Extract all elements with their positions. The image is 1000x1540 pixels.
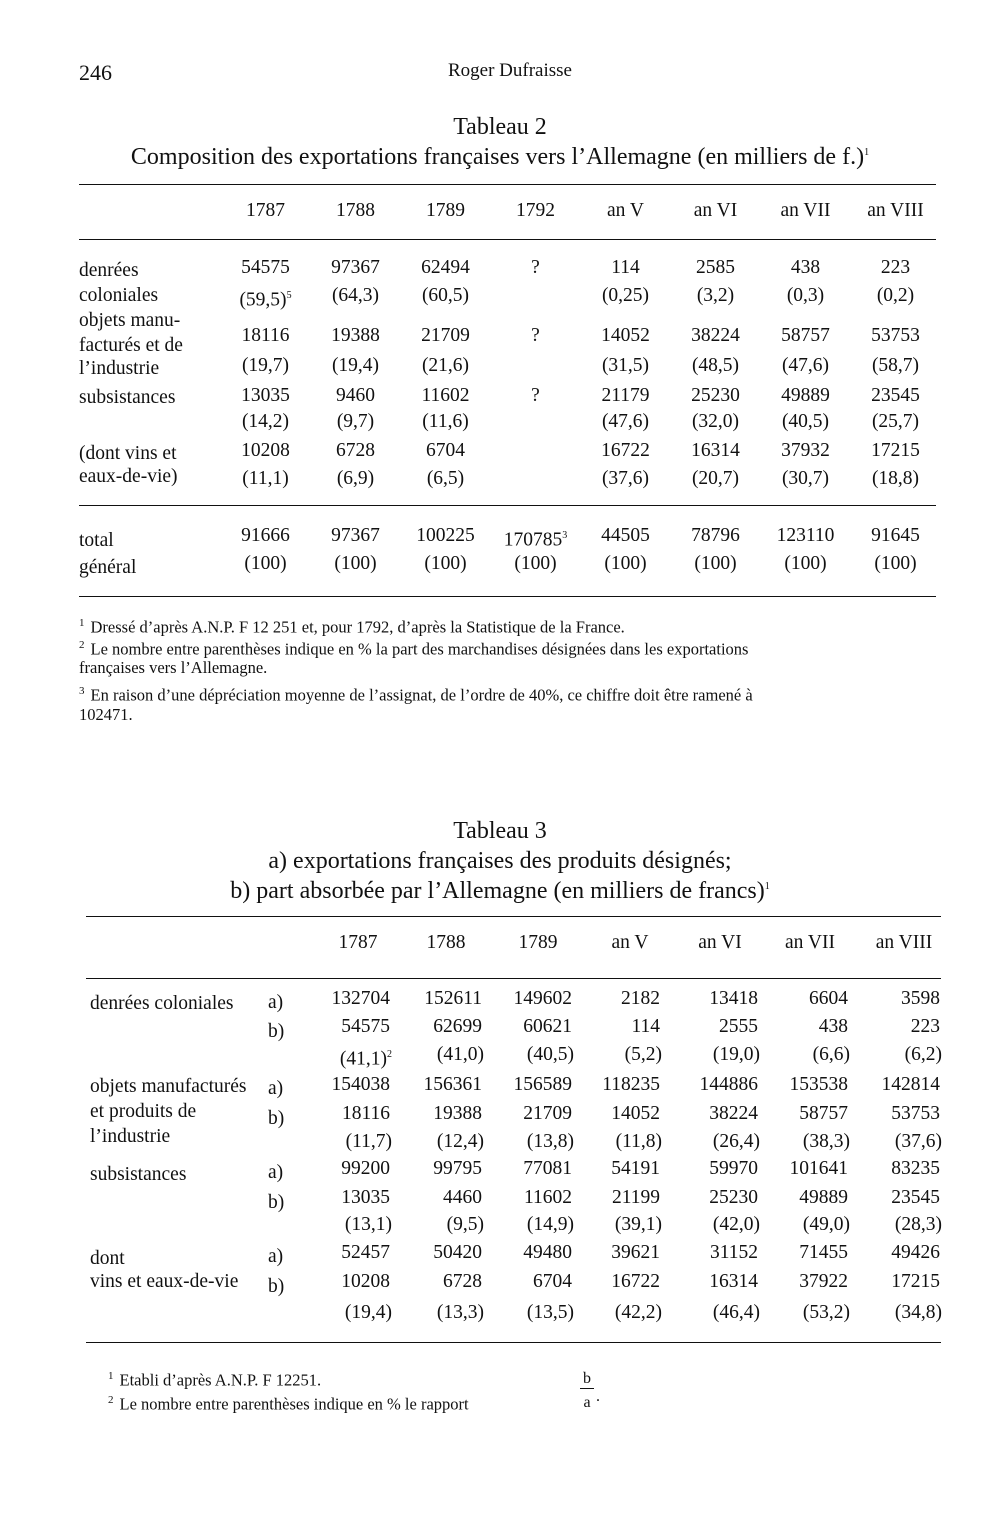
table2-percent: (14,2)	[241, 411, 290, 432]
table3-col-header: an VIII	[875, 932, 933, 953]
table3-row-marker-a: a)	[268, 1246, 284, 1267]
table3-percent: (26,4)	[712, 1131, 760, 1152]
table2-value: 6728	[336, 440, 375, 461]
table3-value-b: 19388	[433, 1103, 482, 1124]
table2-value: 18116	[241, 325, 290, 346]
table3-value-b: 53753	[891, 1103, 940, 1124]
table2-value: 62494	[421, 257, 470, 278]
table2-row-label: eaux-de-vie)	[79, 466, 178, 487]
table2-percent: (47,6)	[601, 411, 650, 432]
table2-percent: (31,5)	[601, 355, 650, 376]
table2-value: 9460	[336, 385, 375, 406]
table3-percent: $(41,1)^2$	[339, 1048, 392, 1070]
table2-col-header: 1789	[426, 200, 465, 221]
table2-footnote: 102471.	[79, 705, 133, 724]
table3-value-b: 25230	[709, 1187, 758, 1208]
table3-percent: (19,0)	[712, 1044, 760, 1065]
table2-value: 58757	[781, 325, 830, 346]
table3-value-b: 10208	[341, 1271, 390, 1292]
table2-total-percent: (100)	[694, 553, 737, 574]
table2-value: 2585	[696, 257, 735, 278]
table3-value-a: 149602	[513, 988, 572, 1009]
table2-value: 25230	[691, 385, 740, 406]
table2-row-label: objets manu-	[79, 310, 181, 331]
table2-percent: (19,7)	[241, 355, 290, 376]
table2-percent: (21,6)	[421, 355, 470, 376]
table3-value-a: 50420	[433, 1242, 482, 1263]
table2-col-header: an VII	[780, 200, 831, 221]
table2-total-value: 100225	[416, 525, 475, 546]
table2-total-percent: (100)	[604, 553, 647, 574]
table3-percent: (42,2)	[614, 1302, 662, 1323]
table2-col-header: 1792	[516, 200, 555, 221]
table2-subtitle: Composition des exportations françaises vers l’Allemagne (en milliers de f.)$^1$	[130, 144, 870, 170]
table3-value-a: 6604	[809, 988, 848, 1009]
table2-value: 49889	[781, 385, 830, 406]
table2-percent: (47,6)	[781, 355, 830, 376]
table3-value-b: 6704	[533, 1271, 572, 1292]
table2-total-value: 170785$^3$	[503, 529, 568, 551]
table3-percent: (46,4)	[712, 1302, 760, 1323]
table2-col-header: 1788	[336, 200, 375, 221]
table2-value: 14052	[601, 325, 650, 346]
table3-value-a: 77081	[523, 1158, 572, 1179]
table3-value-a: 99795	[433, 1158, 482, 1179]
table3-value-b: 23545	[891, 1187, 940, 1208]
table2-value: 21709	[421, 325, 470, 346]
table2-title: Tableau 2	[453, 114, 547, 140]
table3-value-b: 49889	[799, 1187, 848, 1208]
table3-value-a: 118235	[602, 1074, 660, 1095]
table2-percent: (30,7)	[781, 468, 830, 489]
table3-value-a: 52457	[341, 1242, 390, 1263]
table2-total-label: général	[79, 557, 137, 578]
table3-top-rule	[86, 916, 941, 917]
table2-row-label: denrées	[79, 260, 139, 281]
table3-value-b: 37922	[799, 1271, 848, 1292]
table2-value: 6704	[426, 440, 465, 461]
table2-total-value: 123110	[776, 525, 835, 546]
table2-bottom-rule	[79, 596, 936, 597]
table3-footnote: $^1$ Etabli d’après A.N.P. F 12251.	[108, 1370, 322, 1390]
table3-value-a: 13418	[709, 988, 758, 1009]
table3-value-a: 153538	[789, 1074, 848, 1095]
ratio-denominator: a	[583, 1394, 591, 1411]
table3-percent: (53,2)	[802, 1302, 850, 1323]
table3-percent: (6,6)	[812, 1044, 850, 1065]
table3-percent: (11,7)	[345, 1131, 392, 1152]
table2-value: 38224	[691, 325, 740, 346]
table2-total-percent: (100)	[424, 553, 467, 574]
table3-value-a: 144886	[699, 1074, 758, 1095]
table3-value-b: 14052	[611, 1103, 660, 1124]
table2-percent: (48,5)	[691, 355, 740, 376]
table2-total-value: 91645	[871, 525, 920, 546]
table3-value-b: 18116	[341, 1103, 390, 1124]
table2-value: 54575	[241, 257, 290, 278]
table2-row-label: facturés et de	[79, 335, 183, 356]
table3-value-b: 54575	[341, 1016, 390, 1037]
table2-total-label: total	[79, 530, 114, 551]
table3-percent: (34,8)	[894, 1302, 942, 1323]
table2-value: ?	[531, 257, 540, 278]
table3-col-header: 1788	[426, 932, 466, 953]
table3-row-label: denrées coloniales	[90, 993, 234, 1014]
table3-value-b: 16314	[709, 1271, 758, 1292]
table2-col-header: an VI	[693, 200, 738, 221]
table3-percent: (38,3)	[802, 1131, 850, 1152]
table2-value: 19388	[331, 325, 380, 346]
table2-percent: $(59,5)^5$	[239, 289, 292, 311]
table3-value-b: 13035	[341, 1187, 390, 1208]
table3-col-header: an VII	[785, 932, 835, 953]
table3-percent: (12,4)	[436, 1131, 484, 1152]
table2-percent: (0,3)	[786, 285, 825, 306]
table3-value-b: 4460	[443, 1187, 482, 1208]
table2-percent: (0,2)	[876, 285, 915, 306]
table2-value: ?	[531, 385, 540, 406]
table2-row-label: (dont vins et	[79, 443, 177, 464]
table3-row-label: vins et eaux-de-vie	[90, 1271, 239, 1292]
table3-value-a: 142814	[881, 1074, 940, 1095]
table3-percent: (11,8)	[615, 1131, 662, 1152]
table3-value-a: 156361	[423, 1074, 482, 1095]
table3-value-b: 62699	[433, 1016, 482, 1037]
table2-header-rule	[79, 239, 936, 240]
table3-row-label: l’industrie	[90, 1126, 171, 1147]
table2-value: 21179	[601, 385, 650, 406]
table3-row-label: subsistances	[90, 1164, 187, 1185]
table2-value: ?	[531, 325, 540, 346]
table3-percent: (49,0)	[802, 1214, 850, 1235]
table3-value-a: 71455	[799, 1242, 848, 1263]
table3-value-b: 38224	[709, 1103, 758, 1124]
table2-value: 11602	[421, 385, 470, 406]
table3-row-marker-a: a)	[268, 1162, 284, 1183]
table3-percent: (13,3)	[436, 1302, 484, 1323]
table2-row-label: l’industrie	[79, 358, 160, 379]
table3-value-b: 21709	[523, 1103, 572, 1124]
table2-percent: (11,1)	[242, 468, 289, 489]
table2-percent: (19,4)	[331, 355, 380, 376]
table3-percent: (28,3)	[894, 1214, 942, 1235]
table3-value-a: 83235	[891, 1158, 940, 1179]
table3-value-b: 16722	[611, 1271, 660, 1292]
table2-percent: (3,2)	[696, 285, 735, 306]
table2-value: 23545	[871, 385, 920, 406]
table3-value-b: 11602	[523, 1187, 572, 1208]
table2-value: 438	[790, 257, 821, 278]
table3-percent: (39,1)	[614, 1214, 662, 1235]
table2-footnote: $^1$ Dressé d’après A.N.P. F 12 251 et, pour 1792, d’après la Statistique de la France.	[79, 617, 625, 637]
table3-value-b: 114	[631, 1016, 660, 1037]
table2-total-percent: (100)	[334, 553, 377, 574]
table3-value-a: 154038	[331, 1074, 390, 1095]
table3-percent: (40,5)	[526, 1044, 574, 1065]
table2-percent: (58,7)	[871, 355, 920, 376]
table2-total-value: 91666	[241, 525, 290, 546]
table3-value-a: 132704	[331, 988, 390, 1009]
table3-row-marker-a: a)	[268, 1078, 284, 1099]
table3-value-a: 152611	[424, 988, 482, 1009]
table3-percent: (37,6)	[894, 1131, 942, 1152]
table3-percent: (9,5)	[446, 1214, 484, 1235]
table3-percent: (13,5)	[526, 1302, 574, 1323]
table3-row-label: dont	[90, 1248, 125, 1269]
table2-total-percent: (100)	[244, 553, 287, 574]
table2-top-rule	[79, 184, 936, 185]
table2-col-header: 1787	[246, 200, 285, 221]
table2-total-value: 78796	[691, 525, 740, 546]
table2-value: 223	[880, 257, 911, 278]
table3-row-marker-b: b)	[268, 1192, 285, 1213]
table3-title: Tableau 3	[453, 818, 547, 844]
table3-value-b: 58757	[799, 1103, 848, 1124]
table2-value: 53753	[871, 325, 920, 346]
table3-percent: (14,9)	[526, 1214, 574, 1235]
table3-value-b: 6728	[443, 1271, 482, 1292]
table3-value-b: 17215	[891, 1271, 940, 1292]
table2-value: 17215	[871, 440, 920, 461]
table2-footnote: françaises vers l’Allemagne.	[79, 658, 268, 677]
table3-col-header: 1789	[518, 932, 558, 953]
table3-value-a: 59970	[709, 1158, 758, 1179]
table2-value: 16722	[601, 440, 650, 461]
table3-value-b: 2555	[719, 1016, 758, 1037]
table2-percent: (64,3)	[331, 285, 380, 306]
table3-percent: (6,2)	[904, 1044, 942, 1065]
table2-percent: (6,9)	[336, 468, 375, 489]
table2-value: 114	[611, 257, 640, 278]
table2-total-value: 97367	[331, 525, 380, 546]
table3-col-header: an V	[611, 932, 649, 953]
table2-percent: (0,25)	[601, 285, 650, 306]
table2-total-percent: (100)	[514, 553, 557, 574]
table3-value-b: 223	[910, 1016, 940, 1037]
table2-row-label: subsistances	[79, 387, 176, 408]
table2-percent: (40,5)	[781, 411, 830, 432]
table2-value: 13035	[241, 385, 290, 406]
table2-row-label: coloniales	[79, 285, 159, 306]
table2-total-percent: (100)	[784, 553, 827, 574]
table2-percent: (25,7)	[871, 411, 920, 432]
table3-value-a: 156589	[513, 1074, 572, 1095]
table3-subtitle-b: b) part absorbée par l’Allemagne (en milliers de francs)$^1$	[230, 878, 770, 904]
table3-value-a: 39621	[611, 1242, 660, 1263]
table2-col-header: an VIII	[867, 200, 924, 221]
table2-total-value: 44505	[601, 525, 650, 546]
table3-row-marker-b: b)	[268, 1108, 285, 1129]
table2-percent: (6,5)	[426, 468, 465, 489]
table3-percent: (41,0)	[436, 1044, 484, 1065]
table3-percent: (19,4)	[344, 1302, 392, 1323]
table2-total-rule	[79, 505, 936, 506]
table3-bottom-rule	[86, 1342, 941, 1343]
table2-value: 97367	[331, 257, 380, 278]
table2-col-header: an V	[606, 200, 644, 221]
table3-value-b: 21199	[611, 1187, 660, 1208]
table2-footnote: $^2$ Le nombre entre parenthèses indique en % la part des marchandises désignées dans les exportations	[79, 639, 749, 659]
table2-percent: (9,7)	[336, 411, 375, 432]
table3-value-a: 99200	[341, 1158, 390, 1179]
table3-percent: (42,0)	[712, 1214, 760, 1235]
table3-row-marker-a: a)	[268, 992, 284, 1013]
table3-row-marker-b: b)	[268, 1021, 285, 1042]
table2-value: 37932	[781, 440, 830, 461]
table2-percent: (11,6)	[422, 411, 469, 432]
table3-subtitle-a: a) exportations françaises des produits désignés;	[268, 848, 732, 874]
table3-percent: (13,1)	[344, 1214, 392, 1235]
table2-percent: (32,0)	[691, 411, 740, 432]
table3-value-a: 101641	[789, 1158, 848, 1179]
table2-percent: (18,8)	[871, 468, 920, 489]
table3-value-a: 49480	[523, 1242, 572, 1263]
table3-row-marker-b: b)	[268, 1276, 285, 1297]
table3-footnote: $^2$ Le nombre entre parenthèses indique en % le rapport	[108, 1394, 469, 1414]
ratio-period: .	[596, 1388, 600, 1405]
table3-value-a: 54191	[611, 1158, 660, 1179]
table2-percent: (60,5)	[421, 285, 470, 306]
table2-value: 16314	[691, 440, 740, 461]
table3-header-rule	[86, 978, 941, 979]
table3-row-label: objets manufacturés	[90, 1076, 247, 1097]
table3-value-b: 60621	[523, 1016, 572, 1037]
table3-value-a: 2182	[621, 988, 660, 1009]
table2-footnote: $^3$ En raison d’une dépréciation moyenne de l’assignat, de l’ordre de 40%, ce chiffre doit être ramené à	[79, 685, 753, 705]
table3-percent: (5,2)	[624, 1044, 662, 1065]
table3-value-b: 438	[818, 1016, 848, 1037]
table3-value-a: 3598	[901, 988, 940, 1009]
table2-value: 10208	[241, 440, 290, 461]
running-head: Roger Dufraisse	[448, 60, 572, 81]
table2-total-percent: (100)	[874, 553, 917, 574]
table2-percent: (37,6)	[601, 468, 650, 489]
page-number: 246	[79, 60, 112, 85]
table3-value-a: 31152	[709, 1242, 758, 1263]
table3-col-header: an VI	[698, 932, 742, 953]
table3-col-header: 1787	[338, 932, 378, 953]
table3-row-label: et produits de	[90, 1101, 197, 1122]
ratio-numerator: b	[580, 1370, 594, 1389]
table3-value-a: 49426	[891, 1242, 940, 1263]
table2-percent: (20,7)	[691, 468, 740, 489]
table3-percent: (13,8)	[526, 1131, 574, 1152]
